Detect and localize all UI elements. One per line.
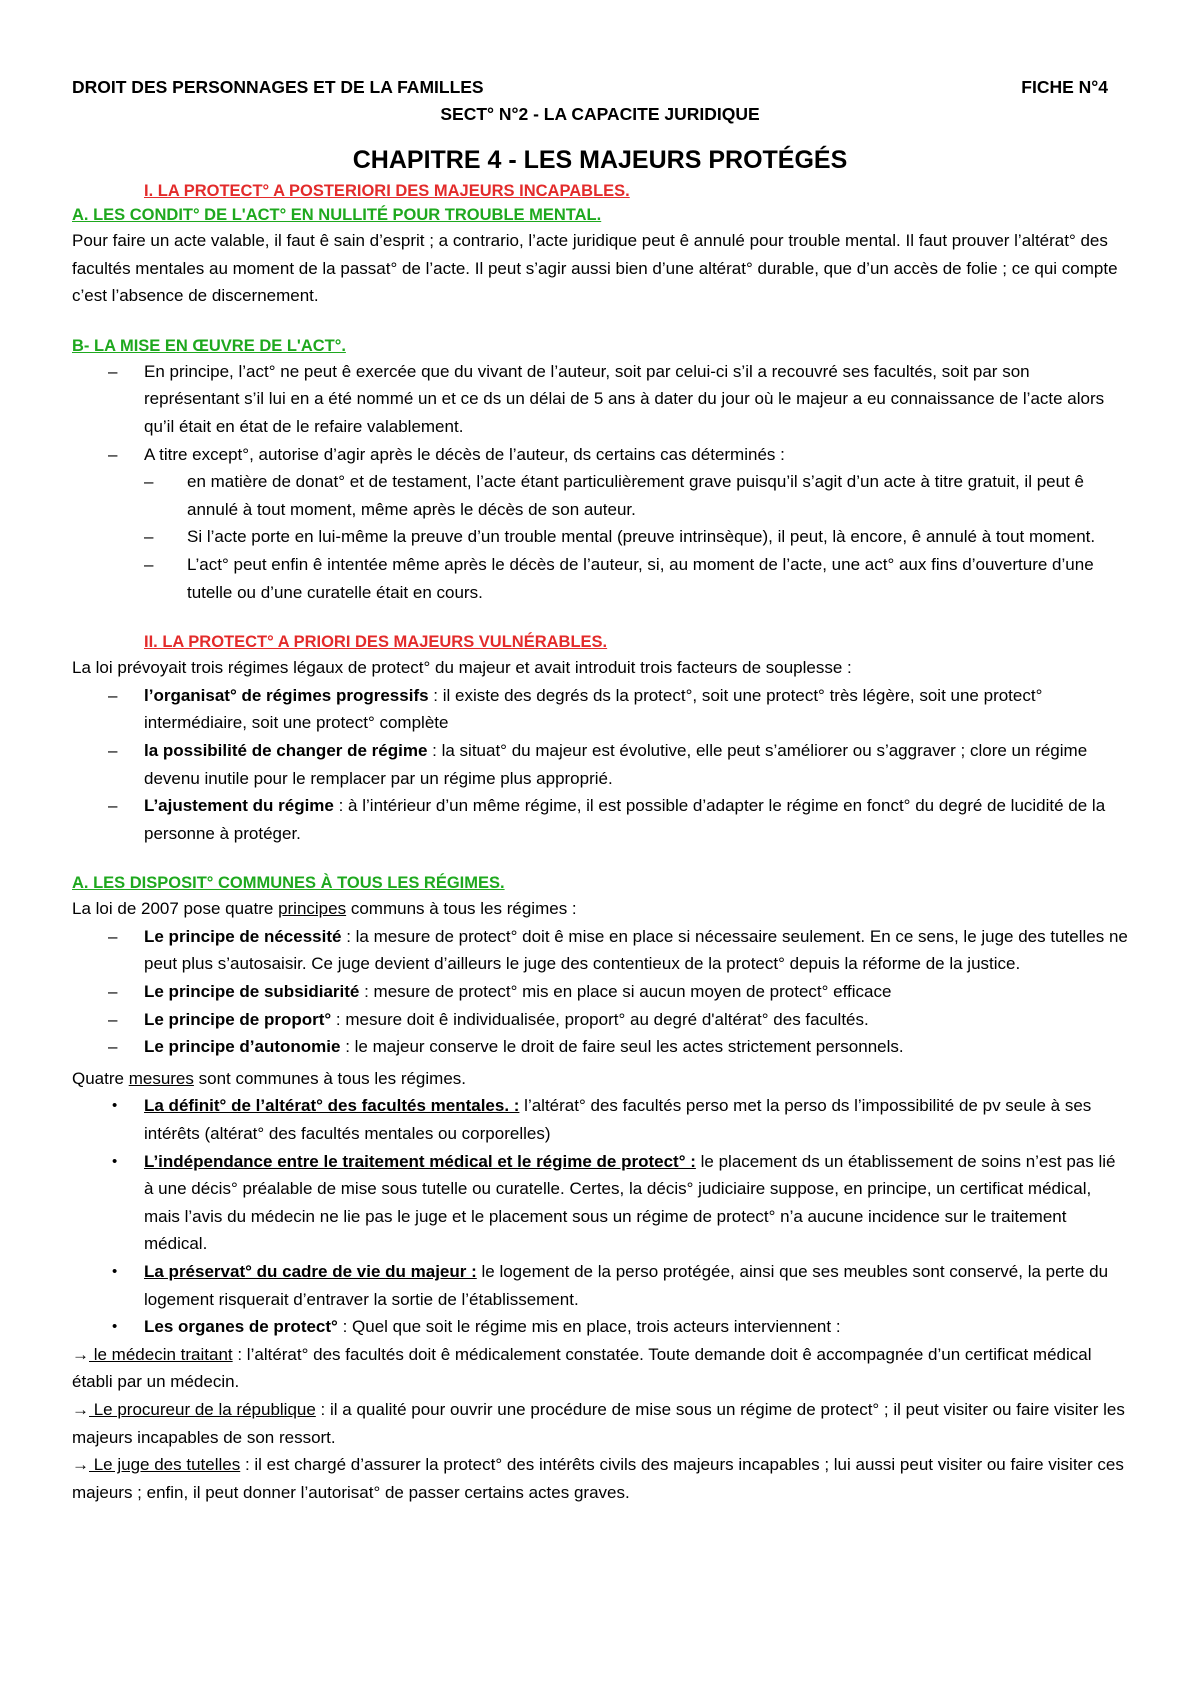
list-item: – la possibilité de changer de régime : la situat° du majeur est évolutive, elle peut s’améliorer ou s’aggraver ; clore un régime devenu inutile pour le remplacer par un régime plus approprié. — [108, 740, 1088, 788]
list-item: – Le principe de nécessité : la mesure de protect° doit ê mise en place si nécessaire seulement. En ce sens, le juge des tutelles ne peut plus s’autosaisir. Ce juge devient d’ailleurs le juge des contentieux de la protect° depuis la réforme de la justice. — [108, 926, 1128, 974]
sub-list-item: – Si l’acte porte en lui-même la preuve d’un trouble mental (preuve intrinsèque), il peut, là encore, ê annulé à tout moment. — [144, 527, 1096, 547]
actor-item: → Le procureur de la république : il a qualité pour ouvrir une procédure de mise sous un régime de protect° ; il peut visiter ou faire visiter les majeurs incapables de son ressort. — [72, 1399, 1125, 1447]
principles-intro: La loi de 2007 pose quatre principes communs à tous les régimes : — [72, 899, 577, 919]
section-1a-title: A. LES CONDIT° DE L'ACT° EN NULLITÉ POUR TROUBLE MENTAL. — [72, 206, 602, 224]
list-item: – En principe, l’act° ne peut ê exercée que du vivant de l’auteur, soit par celui-ci s’il a recouvré ses facultés, soit par son représentant s’il lui en a été nommé un et ce ds un délai de 5 ans à dater du jour où le majeur a eu connaissance de l’acte alors qu’il était en état de le refaire valablement. — [108, 361, 1105, 436]
section-2a-title: A. LES DISPOSIT° COMMUNES À TOUS LES RÉGIMES. — [72, 874, 505, 893]
actor-item: → le médecin traitant : l’altérat° des facultés doit ê médicalement constatée. Toute demande doit ê accompagnée d’un certificat médical établi par un médecin. — [72, 1344, 1092, 1392]
section-2-title: II. LA PROTECT° A PRIORI DES MAJEURS VULNÉRABLES. — [144, 633, 608, 652]
section-1a-text: Pour faire un acte valable, il faut ê sain d’esprit ; a contrario, l’acte juridique peut ê annulé pour trouble mental. Il faut prouver l’altérat° des facultés mentales au moment de la passat° de l’acte. Il peut s’agir aussi bien d’une altérat° durable, que d’un accès de folie ; ce qui compte c’est l’absence de discernement. — [72, 231, 1118, 306]
arrow-right-icon: → — [72, 1455, 89, 1475]
fiche-number: FICHE N°4 — [1021, 77, 1108, 97]
actor-item: → Le juge des tutelles : il est chargé d’assurer la protect° des intérêts civils des majeurs incapables ; lui aussi peut visiter ou faire visiter ces majeurs ; enfin, il peut donner l’autorisat° de passer certains actes graves. — [72, 1455, 1124, 1502]
list-item: – l’organisat° de régimes progressifs : il existe des degrés ds la protect°, soit une protect° très légère, soit une protect° intermédiaire, soit une protect° complète — [108, 685, 1043, 733]
sub-list-item: – en matière de donat° et de testament, l’acte étant particulièrement grave puisqu’il s’agit d’un acte à titre gratuit, il peut ê annulé à tout moment, même après le décès de son auteur. — [144, 472, 1084, 519]
section-2-intro: La loi prévoyait trois régimes légaux de protect° du majeur et avait introduit trois facteurs de souplesse : — [72, 658, 852, 678]
section-1-title: I. LA PROTECT° A POSTERIORI DES MAJEURS INCAPABLES. — [144, 182, 630, 200]
arrow-right-icon: → — [72, 1399, 89, 1419]
bullet-item: • Les organes de protect° : Quel que soit le régime mis en place, trois acteurs interviennent : — [112, 1317, 841, 1337]
arrow-right-icon: → — [72, 1344, 89, 1364]
bullet-item: • L’indépendance entre le traitement médical et le régime de protect° : le placement ds un établissement de soins n’est pas lié à une décis° préalable de mise sous tutelle ou curatelle. Certes, la décis° judiciaire suppose, en principe, un certificat médical, mais l’avis du médecin ne lie pas le juge et le placement sous un régime de protect° n’a aucune incidence sur le traitement médical. — [112, 1151, 1116, 1254]
measures-intro: Quatre mesures sont communes à tous les régimes. — [72, 1068, 467, 1088]
course-title: DROIT DES PERSONNAGES ET DE LA FAMILLES — [72, 77, 484, 97]
page-header — [72, 74, 1128, 101]
list-item: – A titre except°, autorise d’agir après le décès de l’auteur, ds certains cas déterminés : — [108, 444, 785, 464]
bullet-item: • La définit° de l’altérat° des facultés mentales. : l’altérat° des facultés perso met la perso ds l’impossibilité de pv seule à ses intérêts (altérat° des facultés mentales ou corporelles) — [112, 1096, 1092, 1144]
chapter-title: CHAPITRE 4 - LES MAJEURS PROTÉGÉS — [352, 146, 848, 174]
list-item: – Le principe de proport° : mesure doit ê individualisée, proport° au degré d'altérat° des facultés. — [108, 1009, 869, 1029]
document-page — [72, 74, 1128, 1506]
section-subtitle: SECT° N°2 - LA CAPACITE JURIDIQUE — [440, 104, 760, 124]
list-item: – Le principe de subsidiarité : mesure de protect° mis en place si aucun moyen de protect° efficace — [108, 982, 892, 1002]
list-item: – L’ajustement du régime : à l’intérieur d’un même régime, il est possible d’adapter le régime en fonct° du degré de lucidité de la personne à protéger. — [108, 796, 1106, 843]
list-item: – Le principe d’autonomie : le majeur conserve le droit de faire seul les actes strictement personnels. — [108, 1037, 904, 1057]
bullet-item: • La préservat° du cadre de vie du majeur : le logement de la perso protégée, ainsi que ses meubles sont conservé, la perte du logement risquerait d’entraver la sortie de l’établissement. — [112, 1262, 1109, 1309]
section-1b-title: B- LA MISE EN ŒUVRE DE L'ACT°. — [72, 336, 346, 355]
sub-list-item: – L’act° peut enfin ê intentée même après le décès de l’auteur, si, au moment de l’acte, une act° aux fins d’ouverture d’une tutelle ou d’une curatelle était en cours. — [144, 554, 1094, 602]
